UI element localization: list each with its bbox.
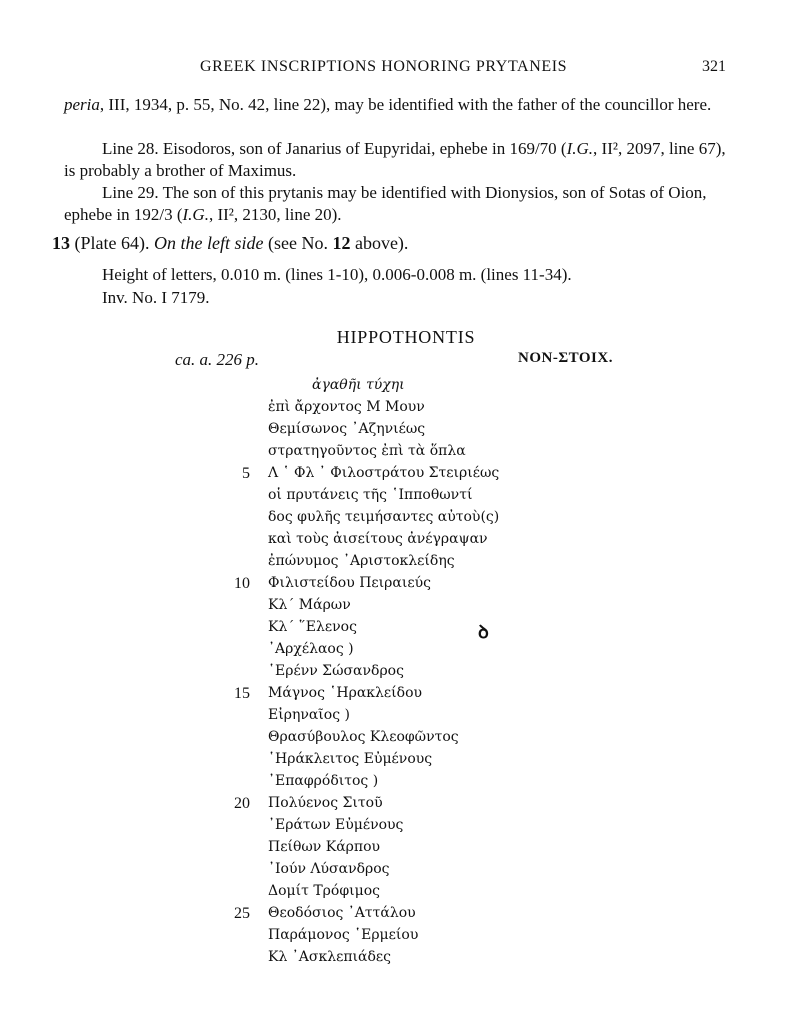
inscription-line-text: ῾Ερένν Σώσανδρος bbox=[268, 663, 404, 679]
inscription-line-text: ἐπὶ ἄρχοντος Μ Μουν bbox=[268, 399, 425, 415]
inscription-line bbox=[0, 575, 794, 597]
inscription-line bbox=[0, 883, 794, 905]
entry-see-number: 12 bbox=[332, 233, 351, 253]
inscription-line bbox=[0, 399, 794, 421]
inscription-line-text: Φιλιστείδου Πειραιεύς bbox=[268, 575, 431, 591]
inscription-line-text: Παράμονος ῾Ερμείου bbox=[268, 927, 419, 943]
commentary-text: Line 29. The son of this prytanis may be identified with Dionysios, son of Sotas of Oion, ephebe in 192/3 ( bbox=[64, 183, 707, 224]
commentary-text: , II², 2130, line 20). bbox=[208, 205, 342, 224]
inscription-line-text: ᾿Αρχέλαος ) bbox=[268, 641, 354, 657]
running-head-title: GREEK INSCRIPTIONS HONORING PRYTANEIS bbox=[200, 58, 568, 75]
inscription-line-text: Κλ ᾿Ασκλεπιάδες bbox=[268, 949, 391, 965]
inscription-line bbox=[0, 839, 794, 861]
inscription-line-text: Δομίτ Τρόφιμος bbox=[268, 883, 380, 899]
inscription-line-text: Μάγνος ῾Ηρακλείδου bbox=[268, 685, 423, 701]
line-number: 25 bbox=[234, 905, 250, 922]
page-number: 321 bbox=[702, 58, 726, 75]
entry-side: On the left side bbox=[153, 233, 264, 253]
letter-height-note: Height of letters, 0.010 m. (lines 1-10), 0.006-0.008 m. (lines 11-34). bbox=[102, 265, 572, 284]
inscription-line bbox=[0, 795, 794, 817]
inscription-line-text: ῾Ηράκλειτος Εὐμένους bbox=[268, 751, 433, 767]
inscription-line-text: ᾿Εράτων Εὐμένους bbox=[268, 817, 404, 833]
tribe-heading bbox=[0, 327, 794, 348]
inscription-line-text: Θρασύβουλος Κλεοφῶντος bbox=[268, 729, 459, 745]
inscription-date: ca. a. 226 p. bbox=[175, 350, 260, 369]
inscription-line bbox=[0, 377, 794, 399]
inscription-line bbox=[0, 685, 794, 707]
commentary-text: , III, 1934, p. 55, No. 42, line 22), may be identified with the father of the councillor here. bbox=[99, 95, 712, 114]
commentary-paragraph bbox=[64, 138, 730, 182]
inscription-line bbox=[0, 509, 794, 531]
commentary-text: , II², 2097, line 67), is probably a brother of Maximus. bbox=[64, 139, 726, 180]
inscription-line-text: Λ ῾ Φλ ᾿ Φιλοστράτου Στειριέως bbox=[268, 465, 500, 481]
commentary-paragraph bbox=[64, 94, 730, 116]
inscription-line-text: καὶ τοὺς ἀισείτους ἀνέγραψαν bbox=[268, 531, 488, 547]
inscription-line bbox=[0, 707, 794, 729]
line-number: 15 bbox=[234, 685, 250, 702]
inscription-line-text: οἱ πρυτάνεις τῆς ῾Ιπποθωντί bbox=[268, 487, 473, 503]
inscription-line bbox=[0, 663, 794, 685]
entry-number: 13 bbox=[52, 233, 70, 253]
citation-italic: I.G. bbox=[182, 205, 209, 224]
line-number: 5 bbox=[242, 465, 250, 482]
inscription-line-text: ἐπώνυμος ᾿Αριστοκλείδης bbox=[268, 553, 455, 569]
inventory-number: Inv. No. I 7179. bbox=[102, 288, 210, 307]
inscription-line bbox=[0, 927, 794, 949]
entry-see-suffix: above). bbox=[354, 233, 409, 253]
inscription-line-text: Θεοδόσιος ᾿Αττάλου bbox=[268, 905, 416, 921]
inscription-line bbox=[0, 729, 794, 751]
inscription-line-text: δος φυλῆς τειμήσαντες αὐτοὺ(ς) bbox=[268, 509, 500, 525]
inscription-line bbox=[0, 641, 794, 663]
inscription-line bbox=[0, 751, 794, 773]
commentary-text: Line 28. Eisodoros, son of Janarius of Eupyridai, ephebe in 169/70 ( bbox=[102, 139, 567, 158]
inscription-line bbox=[0, 553, 794, 575]
inscription-line bbox=[0, 421, 794, 443]
inscription-line-text: Κλ´ ῞Ελενος bbox=[268, 619, 357, 635]
citation-italic: I.G. bbox=[566, 139, 594, 158]
commentary-paragraph bbox=[64, 182, 730, 226]
inscription-line bbox=[0, 861, 794, 883]
inscription-line-text: Κλ´ Μάρων bbox=[268, 597, 351, 613]
inscription-line-text: Πολύενος Σιτοῦ bbox=[268, 795, 383, 811]
inscription-line-text: στρατηγοῦντος ἐπὶ τὰ ὅπλα bbox=[268, 443, 466, 459]
inscription-line bbox=[0, 465, 794, 487]
inscription-line bbox=[0, 487, 794, 509]
tribe-name: HIPPOTHONTIS bbox=[336, 327, 476, 347]
stoichedon-note: NON-ΣΤΟΙΧ. bbox=[518, 350, 613, 366]
inscription-line bbox=[0, 949, 794, 971]
entry-heading bbox=[52, 232, 408, 254]
monogram-symbol: ꝺ bbox=[478, 622, 489, 643]
line-number: 10 bbox=[234, 575, 250, 592]
inscription-line-text: ᾿Επαφρόδιτος ) bbox=[268, 773, 379, 789]
inscription-line bbox=[0, 817, 794, 839]
inscription-line-text: Θεμίσωνος ᾿Αζηνιέως bbox=[268, 421, 426, 437]
inscription-line bbox=[0, 443, 794, 465]
entry-plate: (Plate 64). bbox=[74, 233, 150, 253]
inscription-line bbox=[0, 531, 794, 553]
inscription-line-text: Εἰρηναῖος ) bbox=[268, 707, 350, 723]
inscription-line-text: ᾿Ιούν Λύσανδρος bbox=[268, 861, 390, 877]
inscription-line bbox=[0, 773, 794, 795]
entry-see-prefix: (see No. bbox=[267, 233, 328, 253]
inscription-line-text: ἀγαθῆι τύχηι bbox=[312, 377, 405, 393]
running-head bbox=[0, 58, 794, 80]
inscription-line bbox=[0, 905, 794, 927]
line-number: 20 bbox=[234, 795, 250, 812]
inscription-line bbox=[0, 597, 794, 619]
inscription-line-text: Πείθων Κάρπου bbox=[268, 839, 381, 855]
citation-italic: peria bbox=[64, 95, 100, 114]
inscription-line bbox=[0, 619, 794, 641]
